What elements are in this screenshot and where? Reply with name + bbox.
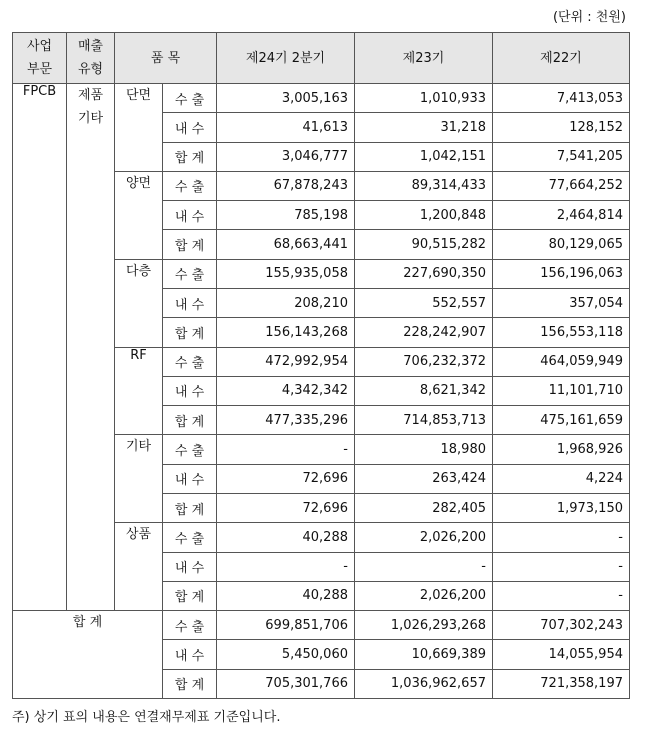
total-label-cell: 합 계 bbox=[13, 611, 163, 699]
kind-cell: 내 수 bbox=[163, 464, 217, 493]
value-cell: 707,302,243 bbox=[493, 611, 630, 640]
value-cell: 1,010,933 bbox=[355, 84, 493, 113]
value-cell: 40,288 bbox=[217, 523, 355, 552]
value-cell: 472,992,954 bbox=[217, 347, 355, 376]
kind-cell: 수 출 bbox=[163, 84, 217, 113]
kind-cell: 내 수 bbox=[163, 201, 217, 230]
kind-cell: 합 계 bbox=[163, 493, 217, 522]
value-cell: 208,210 bbox=[217, 288, 355, 317]
kind-cell: 수 출 bbox=[163, 435, 217, 464]
value-cell: 67,878,243 bbox=[217, 171, 355, 200]
kind-cell: 합 계 bbox=[163, 318, 217, 347]
value-cell: 552,557 bbox=[355, 288, 493, 317]
value-cell: 2,026,200 bbox=[355, 581, 493, 610]
value-cell: 357,054 bbox=[493, 288, 630, 317]
header-period-23: 제23기 bbox=[355, 33, 493, 84]
kind-cell: 내 수 bbox=[163, 552, 217, 581]
kind-cell: 내 수 bbox=[163, 288, 217, 317]
header-business-segment: 사업 부문 bbox=[13, 33, 67, 84]
value-cell: 128,152 bbox=[493, 113, 630, 142]
value-cell: 1,973,150 bbox=[493, 493, 630, 522]
header-item: 품 목 bbox=[115, 33, 217, 84]
value-cell: 4,224 bbox=[493, 464, 630, 493]
kind-cell: 수 출 bbox=[163, 611, 217, 640]
value-cell: - bbox=[493, 523, 630, 552]
footnote: 주) 상기 표의 내용은 연결재무제표 기준입니다. bbox=[12, 710, 281, 725]
value-cell: 155,935,058 bbox=[217, 259, 355, 288]
value-cell: 156,553,118 bbox=[493, 318, 630, 347]
kind-cell: 수 출 bbox=[163, 259, 217, 288]
value-cell: 68,663,441 bbox=[217, 230, 355, 259]
value-cell: 72,696 bbox=[217, 464, 355, 493]
kind-cell: 내 수 bbox=[163, 113, 217, 142]
kind-cell: 수 출 bbox=[163, 171, 217, 200]
value-cell: 4,342,342 bbox=[217, 376, 355, 405]
value-cell: 785,198 bbox=[217, 201, 355, 230]
value-cell: 40,288 bbox=[217, 581, 355, 610]
value-cell: 7,413,053 bbox=[493, 84, 630, 113]
kind-cell: 합 계 bbox=[163, 406, 217, 435]
sales-table bbox=[12, 32, 630, 699]
value-cell: - bbox=[493, 581, 630, 610]
kind-cell: 내 수 bbox=[163, 640, 217, 669]
segment-cell: FPCB bbox=[13, 84, 67, 611]
table-row bbox=[13, 84, 630, 113]
product-group-cell: RF bbox=[115, 347, 163, 435]
kind-cell: 합 계 bbox=[163, 230, 217, 259]
value-cell: 3,046,777 bbox=[217, 142, 355, 171]
value-cell: 80,129,065 bbox=[493, 230, 630, 259]
value-cell: 1,026,293,268 bbox=[355, 611, 493, 640]
kind-cell: 수 출 bbox=[163, 347, 217, 376]
value-cell: 18,980 bbox=[355, 435, 493, 464]
value-cell: 477,335,296 bbox=[217, 406, 355, 435]
value-cell: 263,424 bbox=[355, 464, 493, 493]
value-cell: 5,450,060 bbox=[217, 640, 355, 669]
kind-cell: 합 계 bbox=[163, 142, 217, 171]
value-cell: 282,405 bbox=[355, 493, 493, 522]
value-cell: 228,242,907 bbox=[355, 318, 493, 347]
value-cell: 3,005,163 bbox=[217, 84, 355, 113]
value-cell: 705,301,766 bbox=[217, 669, 355, 698]
value-cell: 699,851,706 bbox=[217, 611, 355, 640]
product-group-cell: 상품 bbox=[115, 523, 163, 611]
value-cell: 721,358,197 bbox=[493, 669, 630, 698]
value-cell: 2,464,814 bbox=[493, 201, 630, 230]
value-cell: 156,196,063 bbox=[493, 259, 630, 288]
kind-cell: 내 수 bbox=[163, 376, 217, 405]
value-cell: 41,613 bbox=[217, 113, 355, 142]
value-cell: 1,200,848 bbox=[355, 201, 493, 230]
value-cell: - bbox=[217, 552, 355, 581]
table-header bbox=[13, 33, 630, 84]
kind-cell: 합 계 bbox=[163, 581, 217, 610]
value-cell: - bbox=[493, 552, 630, 581]
kind-cell: 합 계 bbox=[163, 669, 217, 698]
value-cell: - bbox=[217, 435, 355, 464]
value-cell: 1,036,962,657 bbox=[355, 669, 493, 698]
value-cell: 475,161,659 bbox=[493, 406, 630, 435]
value-cell: 72,696 bbox=[217, 493, 355, 522]
value-cell: 1,968,926 bbox=[493, 435, 630, 464]
product-group-cell: 단면 bbox=[115, 84, 163, 172]
header-period-22: 제22기 bbox=[493, 33, 630, 84]
table-body bbox=[13, 84, 630, 699]
value-cell: 90,515,282 bbox=[355, 230, 493, 259]
value-cell: 7,541,205 bbox=[493, 142, 630, 171]
kind-cell: 수 출 bbox=[163, 523, 217, 552]
value-cell: 77,664,252 bbox=[493, 171, 630, 200]
value-cell: 2,026,200 bbox=[355, 523, 493, 552]
value-cell: 31,218 bbox=[355, 113, 493, 142]
value-cell: 89,314,433 bbox=[355, 171, 493, 200]
value-cell: - bbox=[355, 552, 493, 581]
value-cell: 706,232,372 bbox=[355, 347, 493, 376]
value-cell: 8,621,342 bbox=[355, 376, 493, 405]
value-cell: 10,669,389 bbox=[355, 640, 493, 669]
product-group-cell: 다층 bbox=[115, 259, 163, 347]
value-cell: 11,101,710 bbox=[493, 376, 630, 405]
value-cell: 156,143,268 bbox=[217, 318, 355, 347]
value-cell: 1,042,151 bbox=[355, 142, 493, 171]
header-period-24-q2: 제24기 2분기 bbox=[217, 33, 355, 84]
product-group-cell: 양면 bbox=[115, 171, 163, 259]
sales-type-cell: 제품 기타 bbox=[67, 84, 115, 611]
total-row bbox=[13, 611, 630, 640]
unit-label: (단위 : 천원) bbox=[552, 10, 626, 25]
value-cell: 14,055,954 bbox=[493, 640, 630, 669]
value-cell: 464,059,949 bbox=[493, 347, 630, 376]
value-cell: 227,690,350 bbox=[355, 259, 493, 288]
value-cell: 714,853,713 bbox=[355, 406, 493, 435]
header-sales-type: 매출 유형 bbox=[67, 33, 115, 84]
product-group-cell: 기타 bbox=[115, 435, 163, 523]
